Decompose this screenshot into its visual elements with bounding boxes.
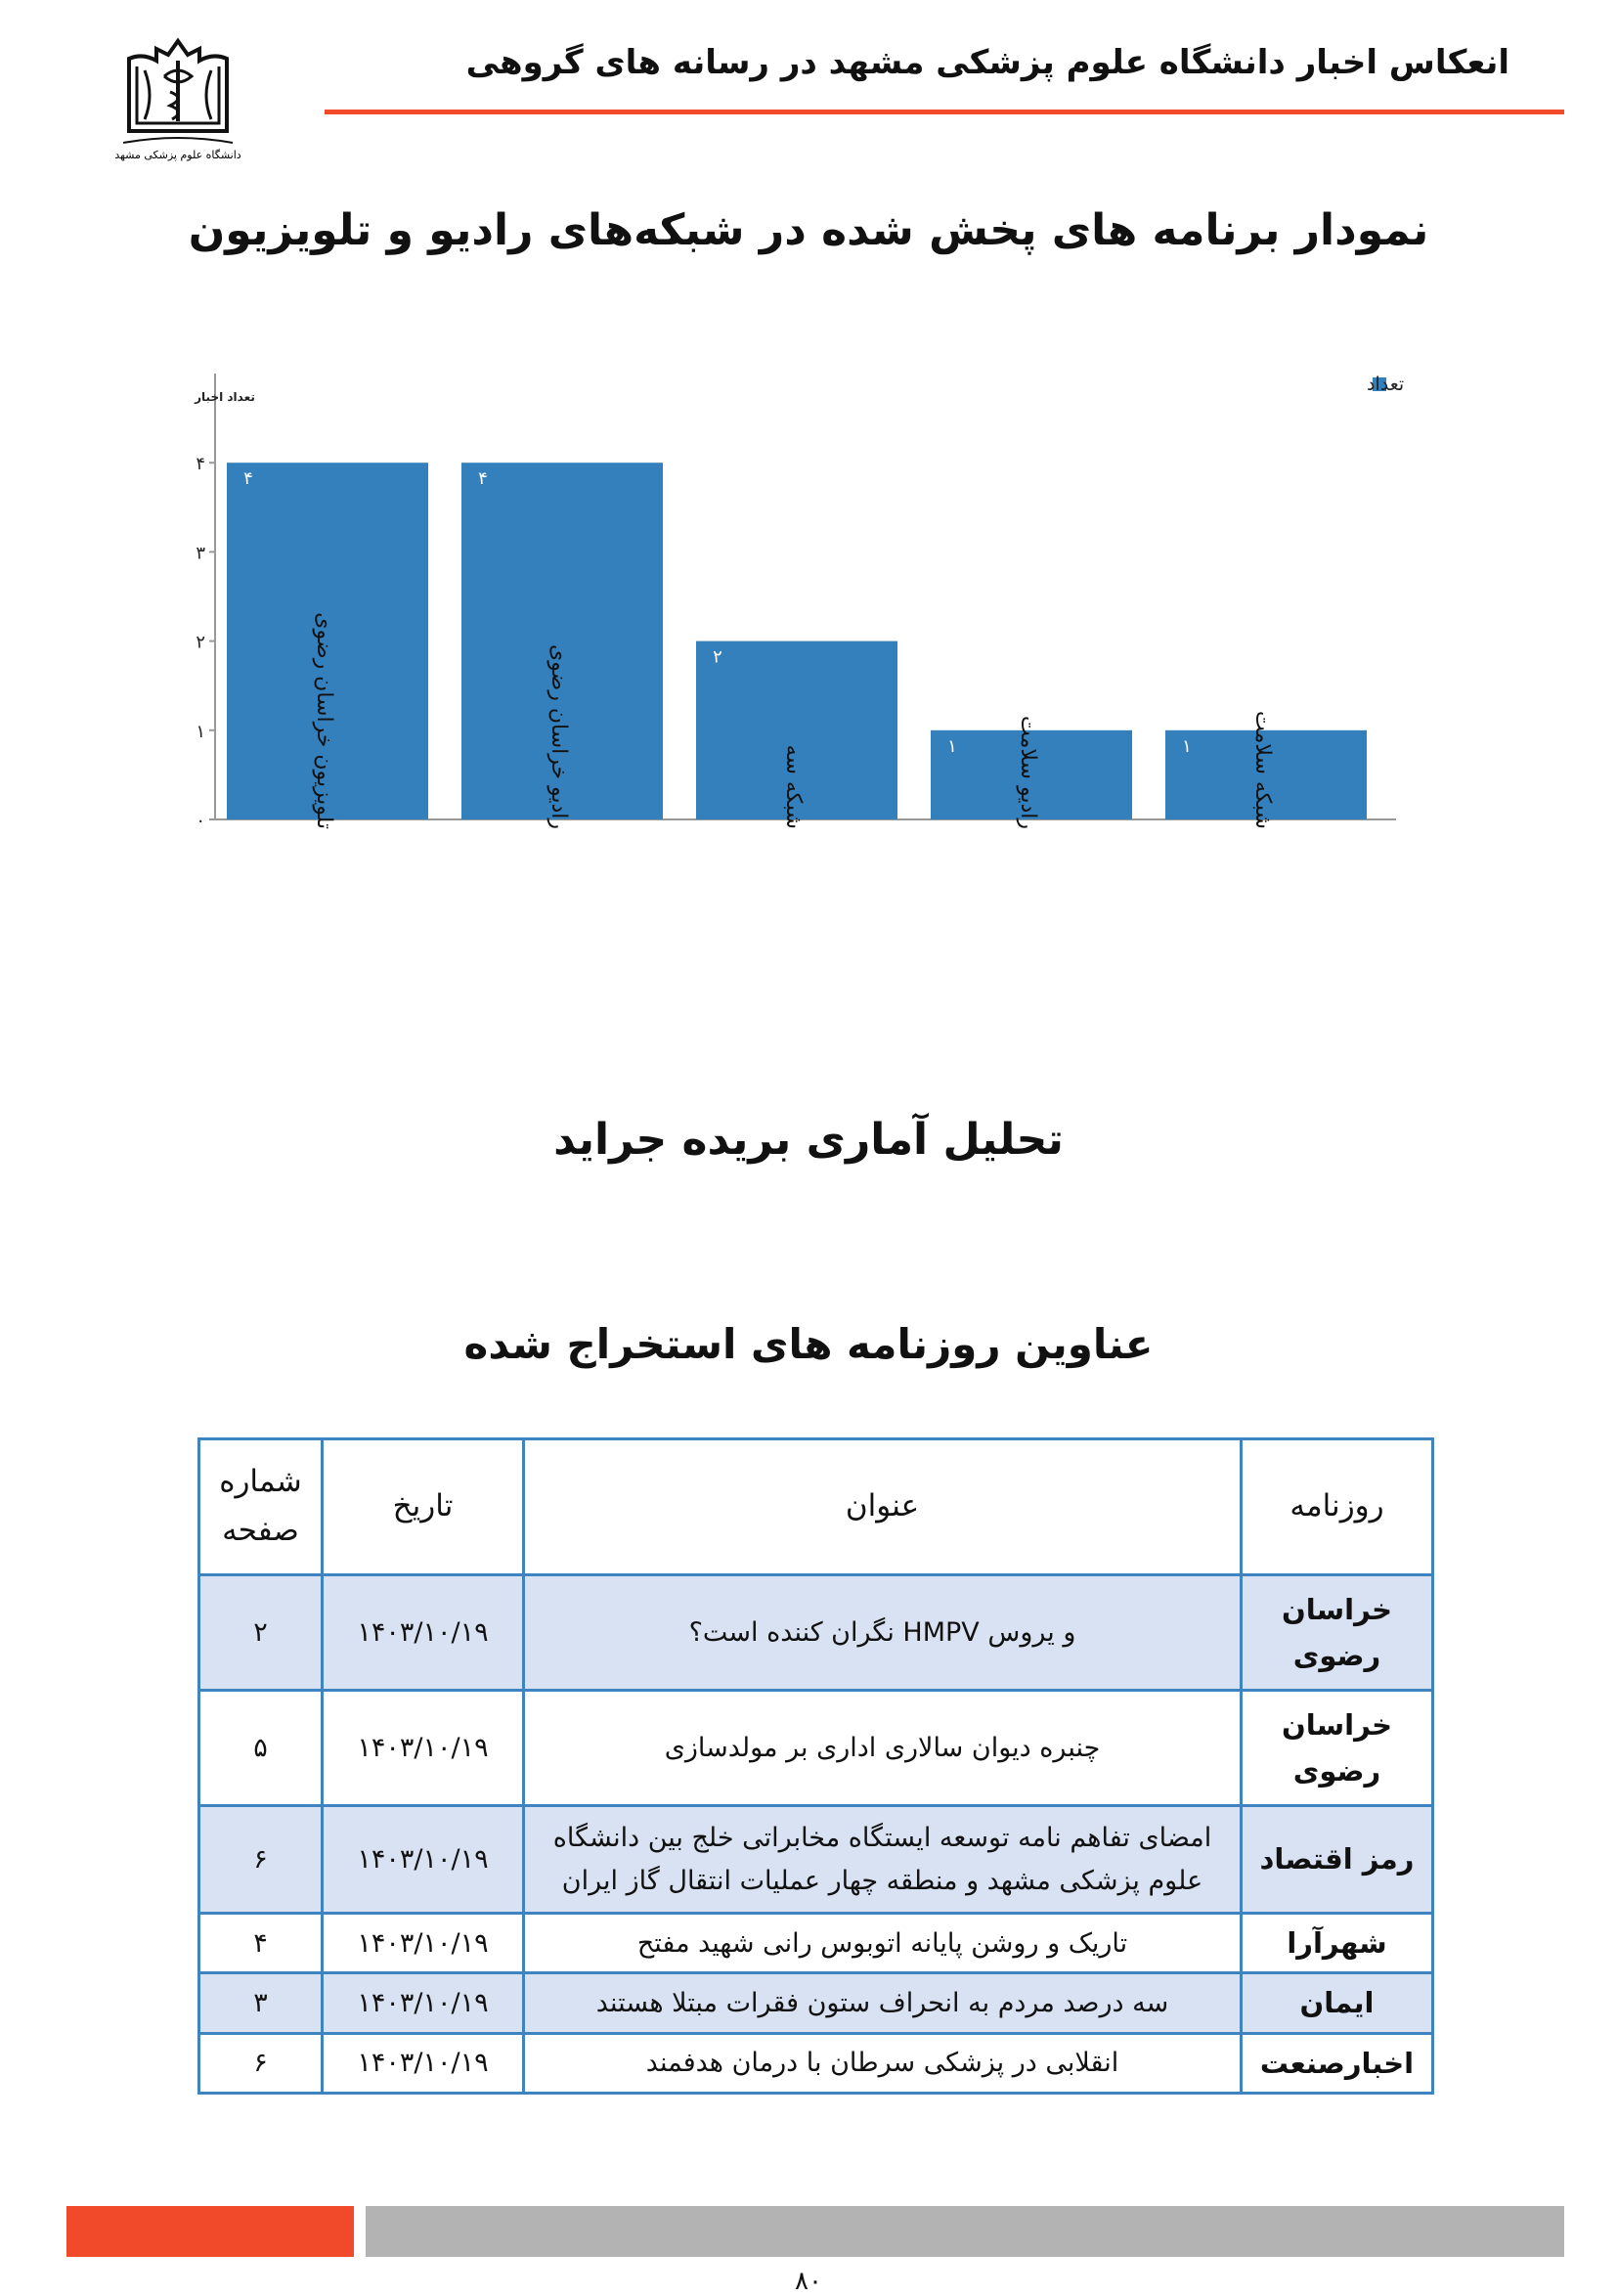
cell-title: تاریک و روشن پایانه اتوبوس رانی شهید مفتح	[524, 1914, 1242, 1973]
table-row	[199, 1691, 1433, 1806]
cell-date: ۱۴۰۳/۱۰/۱۹	[323, 1806, 524, 1914]
y-tick-label: ۲	[196, 632, 205, 653]
y-axis-title: تعداد اخبار	[195, 390, 255, 404]
page-number: ۸۰	[795, 2267, 822, 2296]
column-header-date: تاریخ	[323, 1439, 524, 1575]
table-row	[199, 2033, 1433, 2093]
column-header-newspaper: روزنامه	[1242, 1439, 1433, 1575]
cell-date: ۱۴۰۳/۱۰/۱۹	[323, 1973, 524, 2033]
cell-newspaper: شهرآرا	[1242, 1914, 1433, 1973]
y-tick-label: ۰	[196, 811, 205, 831]
y-tick-label: ۴	[196, 454, 205, 475]
cell-page: ۲	[199, 1575, 323, 1691]
cell-newspaper: خراسان رضوی	[1242, 1691, 1433, 1806]
bar-value-label: ۴	[243, 468, 253, 490]
footer-accent-bar	[66, 2206, 354, 2257]
cell-page: ۳	[199, 1973, 323, 2033]
table-header-row	[199, 1439, 1433, 1575]
cell-newspaper: اخبارصنعت	[1242, 2033, 1433, 2093]
footer-bar	[366, 2206, 1564, 2257]
logo-caption: دانشگاه علوم پزشکی مشهد	[115, 149, 240, 161]
cell-page: ۶	[199, 2033, 323, 2093]
x-category-label: شبکه سلامت	[1250, 711, 1275, 829]
university-emblem-icon	[115, 37, 240, 166]
cell-page: ۴	[199, 1914, 323, 1973]
newspaper-table	[197, 1437, 1434, 2095]
cell-date: ۱۴۰۳/۱۰/۱۹	[323, 1914, 524, 1973]
cell-date: ۱۴۰۳/۱۰/۱۹	[323, 1691, 524, 1806]
section-heading: تحلیل آماری بریده جراید	[553, 1115, 1064, 1165]
bar-value-label: ۱	[1182, 735, 1192, 757]
x-category-label: شبکه سه	[781, 744, 806, 829]
header-divider	[325, 110, 1564, 114]
bar-value-label: ۱	[947, 735, 957, 757]
cell-title: انقلابی در پزشکی سرطان با درمان هدفمند	[524, 2033, 1242, 2093]
broadcast-bar-chart	[186, 352, 1408, 1085]
cell-newspaper: ایمان	[1242, 1973, 1433, 2033]
legend-label: تعداد	[1367, 374, 1405, 395]
bar-value-label: ۴	[478, 468, 488, 490]
table-row	[199, 1973, 1433, 2033]
cell-title: و یروس HMPV نگران کننده است؟	[524, 1575, 1242, 1691]
x-category-label: رادیو سلامت	[1016, 716, 1040, 829]
table-row	[199, 1914, 1433, 1973]
table-heading: عناوین روزنامه های استخراج شده	[463, 1320, 1154, 1368]
cell-title: چنبره دیوان سالاری اداری بر مولدسازی	[524, 1691, 1242, 1806]
cell-title: امضای تفاهم نامه توسعه ایستگاه مخابراتی خلج بین دانشگاه علوم پزشکی مشهد و منطقه چهار عملیات انتقال گاز ایران	[524, 1806, 1242, 1914]
x-category-label: تلویزیون خراسان رضوی	[312, 612, 336, 829]
cell-date: ۱۴۰۳/۱۰/۱۹	[323, 1575, 524, 1691]
document-header-title: انعکاس اخبار دانشگاه علوم پزشکی مشهد در رسانه های گروهی	[465, 43, 1509, 82]
x-category-label: رادیو خراسان رضوی	[546, 643, 571, 829]
cell-page: ۶	[199, 1806, 323, 1914]
cell-title: سه درصد مردم به انحراف ستون فقرات مبتلا هستند	[524, 1973, 1242, 2033]
table-row	[199, 1575, 1433, 1691]
column-header-title: عنوان	[524, 1439, 1242, 1575]
cell-newspaper: خراسان رضوی	[1242, 1575, 1433, 1691]
y-tick-label: ۱	[196, 721, 205, 742]
bar-value-label: ۲	[713, 646, 722, 668]
chart-heading: نمودار برنامه های پخش شده در شبکه‌های رادیو و تلویزیون	[188, 205, 1429, 255]
cell-date: ۱۴۰۳/۱۰/۱۹	[323, 2033, 524, 2093]
table-row	[199, 1806, 1433, 1914]
cell-newspaper: رمز اقتصاد	[1242, 1806, 1433, 1914]
cell-page: ۵	[199, 1691, 323, 1806]
column-header-page: شماره صفحه	[199, 1439, 323, 1575]
y-tick-label: ۳	[196, 543, 205, 564]
